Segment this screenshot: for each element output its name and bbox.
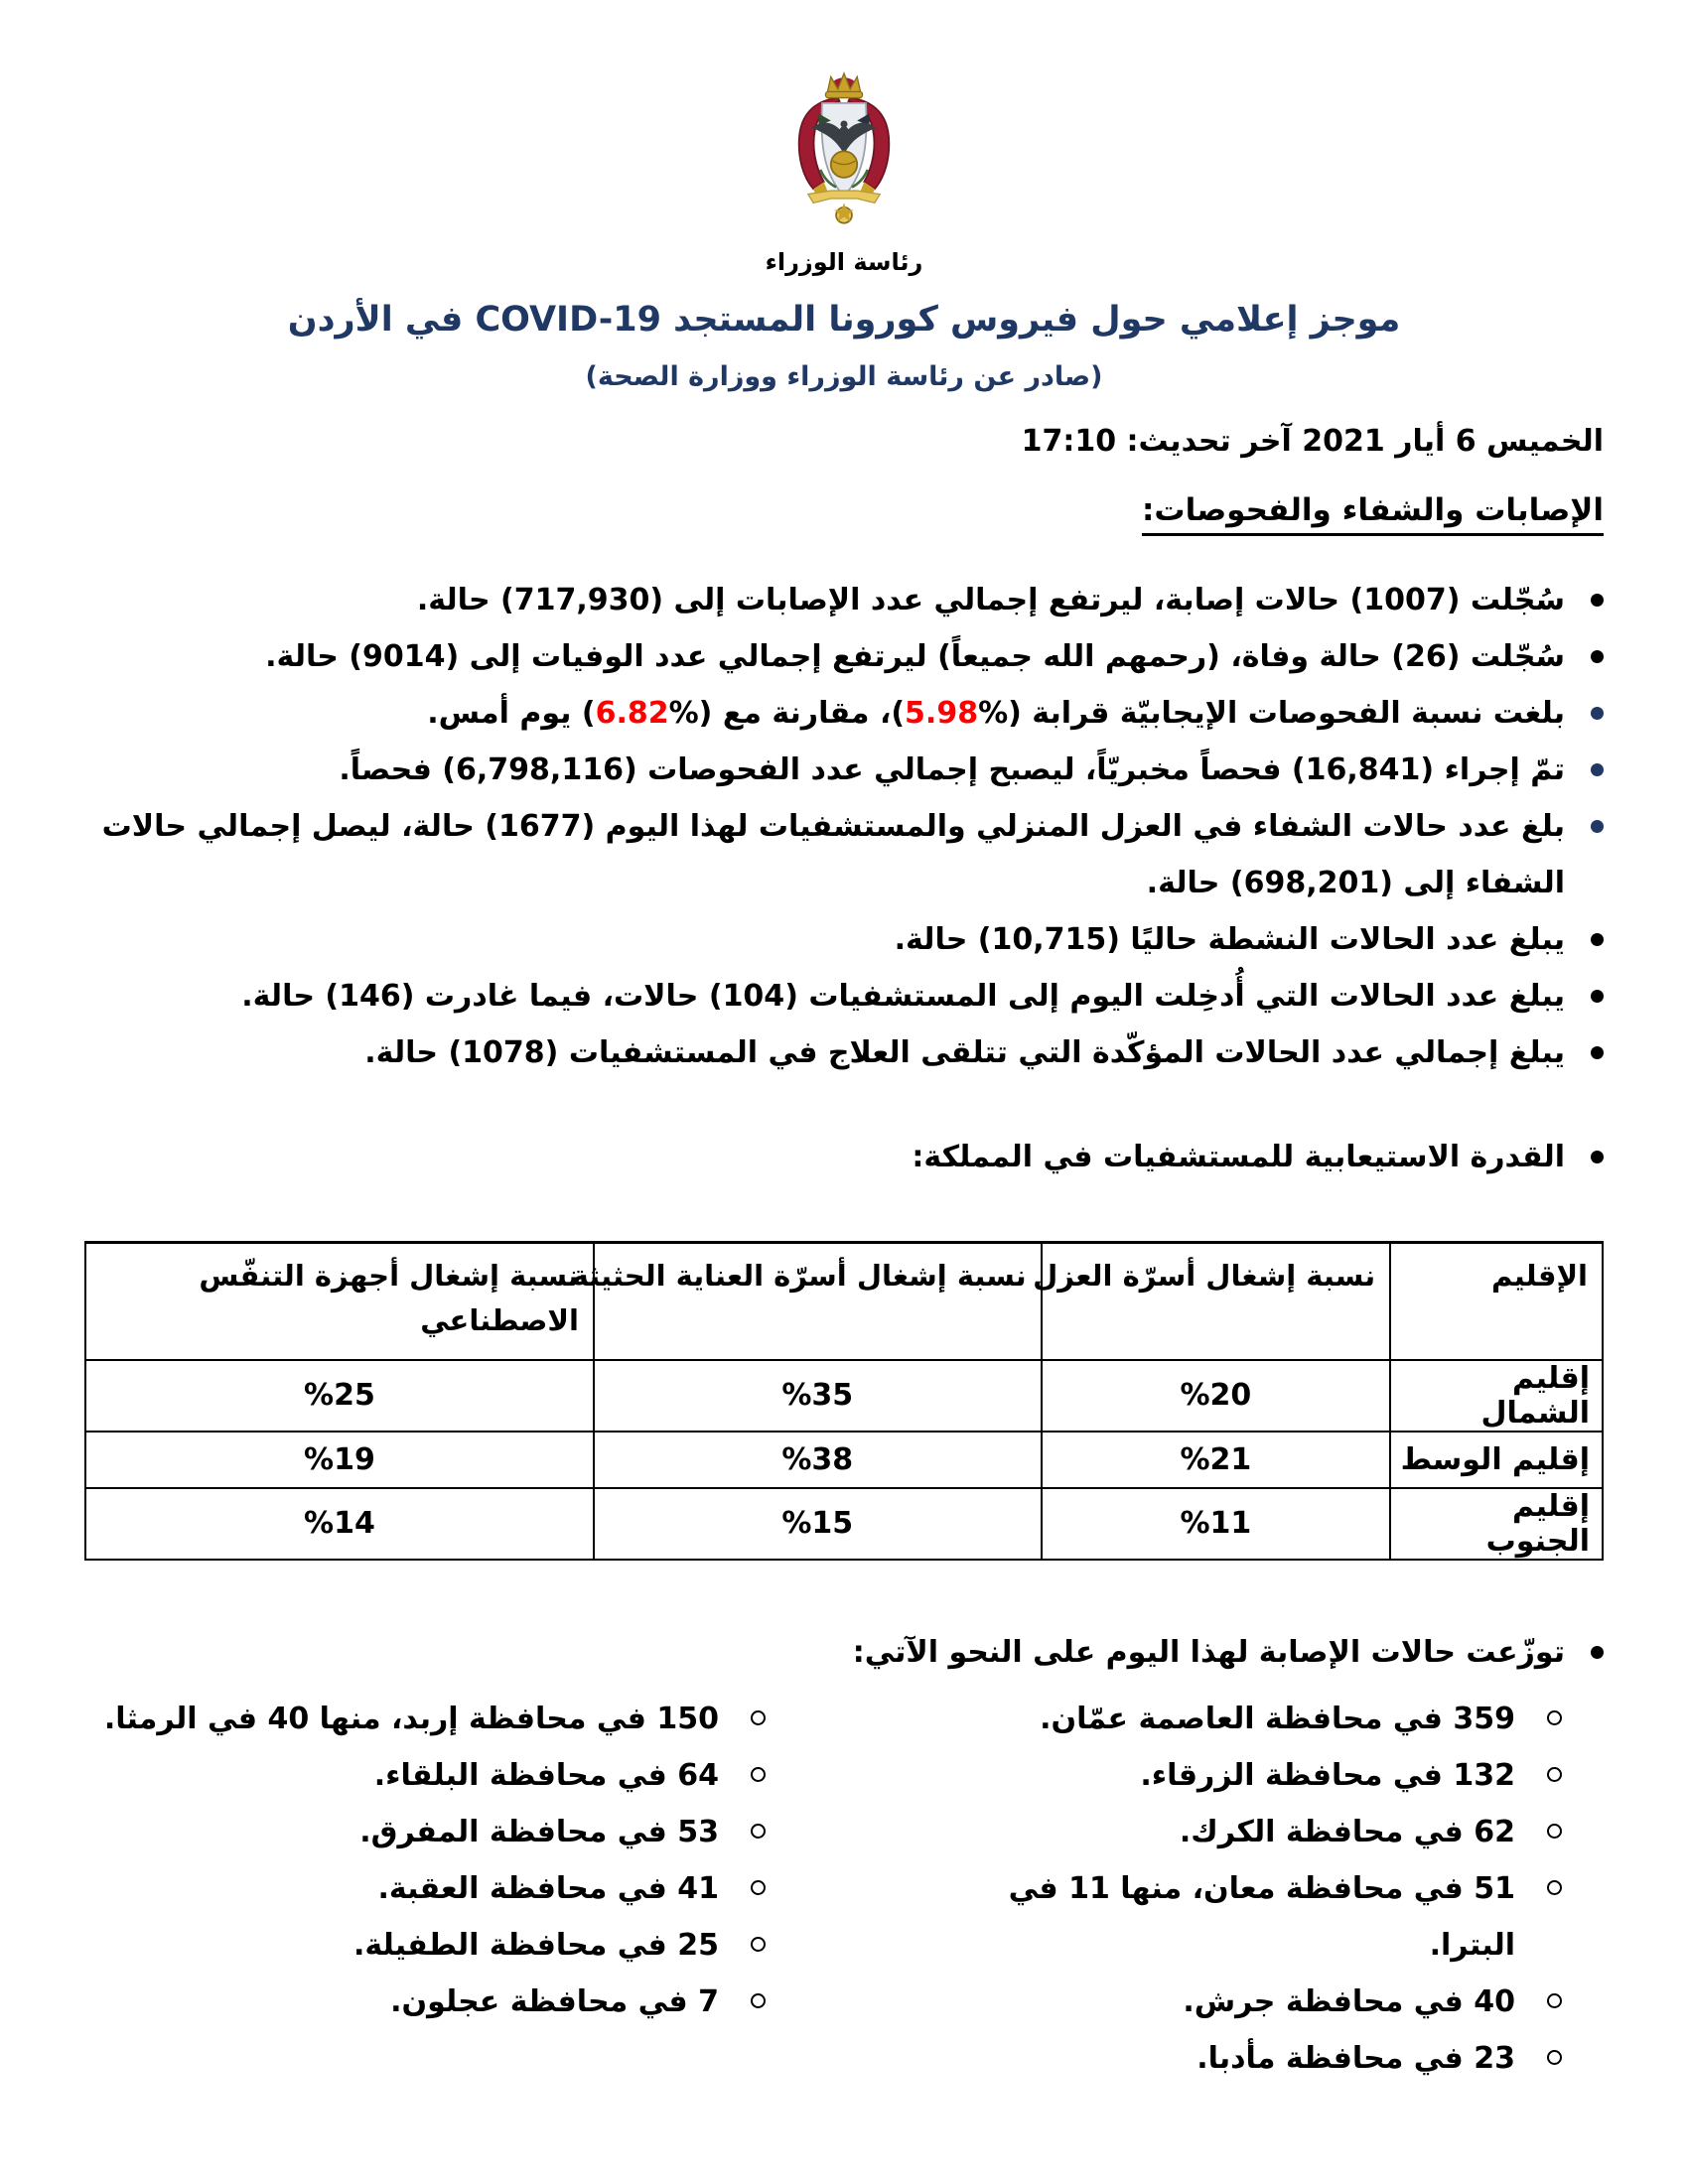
capacity-table-header-cell: نسبة إشغال أسرّة العناية الحثيثة [594,1243,1042,1360]
distribution-item [924,1860,1562,1974]
stat-bullet-text: يبلغ إجمالي عدد الحالات المؤكّدة التي تتلقى العلاج في المستشفيات (1078) حالة. [364,1035,1565,1070]
stat-bullet-text: يبلغ عدد الحالات النشطة حاليًا (10,715) حالة. [894,922,1565,957]
bullet-dot-icon [1591,1151,1604,1163]
stat-bullet-item [84,742,1604,798]
capacity-value-cell: %14 [85,1488,594,1560]
capacity-table-header-cell: نسبة إشغال أسرّة العزل [1042,1243,1390,1360]
page-title: موجز إعلامي حول فيروس كورونا المستجد COVID-19 في الأردن [287,300,1401,340]
distribution-item [90,1860,766,1917]
distribution-item [90,1804,766,1860]
capacity-value-cell: %21 [1042,1432,1390,1488]
distribution-left-column [90,1691,766,2087]
distribution-item [90,1917,766,1974]
section-heading-text: الإصابات والشفاء والفحوصات: [1142,492,1604,536]
distribution-item-text: 132 في محافظة الزرقاء. [1140,1757,1515,1793]
capacity-intro-bullet [84,1129,1604,1185]
circle-bullet-icon [751,1767,766,1782]
stat-bullet-item [84,798,1604,911]
distribution-item-text: 23 في محافظة مأدبا. [1196,2040,1515,2076]
distribution-item-text: 7 في محافظة عجلون. [390,1983,719,2019]
capacity-value-cell: %19 [85,1432,594,1488]
stat-bullet-text: سُجّلت (1007) حالات إصابة، ليرتفع إجمالي عدد الإصابات إلى (717,930) حالة. [416,583,1565,617]
distribution-item-text: 359 في محافظة العاصمة عمّان. [1040,1701,1515,1736]
stat-bullet-item [84,572,1604,628]
crown-icon [825,73,862,98]
distribution-item-text: 40 في محافظة جرش. [1183,1983,1515,2019]
capacity-table-row [85,1360,1603,1432]
circle-bullet-icon [1547,1710,1562,1725]
document-header [84,66,1604,459]
capacity-region-cell: إقليم الوسط [1390,1432,1603,1488]
section-heading-infections [84,492,1604,528]
circle-bullet-icon [1547,1993,1562,2008]
capacity-table-row [85,1488,1603,1560]
bullet-dot-icon [1591,707,1604,720]
capacity-table-header-cell: الإقليم [1390,1243,1603,1360]
bullet-dot-icon [1591,990,1604,1003]
distribution-item-text: 64 في محافظة البلقاء. [373,1757,719,1793]
stat-bullet-text: تمّ إجراء (16,841) فحصاً مخبريّاً، ليصبح إجمالي عدد الفحوصات (6,798,116) فحصاً. [339,752,1565,787]
ribbon [808,191,880,203]
distribution-item [90,1974,766,2030]
circle-bullet-icon [751,1880,766,1895]
circle-bullet-icon [751,1937,766,1952]
circle-bullet-icon [751,1824,766,1839]
hospital-capacity-table [84,1241,1604,1561]
capacity-value-cell: %15 [594,1488,1042,1560]
circle-bullet-icon [1547,1767,1562,1782]
stats-bullet-list [84,572,1604,1081]
distribution-intro-text: توزّعت حالات الإصابة لهذا اليوم على النحو الآتي: [852,1634,1565,1670]
stat-bullet-item [84,628,1604,685]
capacity-value-cell: %20 [1042,1360,1390,1432]
stat-bullet-text: يبلغ عدد الحالات التي أُدخِلت اليوم إلى المستشفيات (104) حالات، فيما غادرت (146) حالة. [241,979,1565,1014]
distribution-item [924,1747,1562,1804]
circle-bullet-icon [751,1993,766,2008]
circle-bullet-icon [1547,1880,1562,1895]
capacity-intro-text: القدرة الاستيعابية للمستشفيات في المملكة: [912,1140,1565,1174]
bullet-dot-icon [1591,594,1604,607]
page-subtitle: (صادر عن رئاسة الوزراء ووزارة الصحة) [585,361,1103,392]
distribution-item-text: 51 في محافظة معان، منها 11 في البترا. [1008,1870,1515,1963]
capacity-value-cell: %25 [85,1360,594,1432]
capacity-value-cell: %11 [1042,1488,1390,1560]
stat-bullet-item [84,968,1604,1024]
distribution-item-text: 62 في محافظة الكرك. [1179,1814,1515,1849]
distribution-item-text: 25 في محافظة الطفيلة. [352,1927,719,1963]
distribution-item [924,1691,1562,1747]
capacity-region-cell: إقليم الجنوب [1390,1488,1603,1560]
distribution-item-text: 150 في محافظة إربد، منها 40 في الرمثا. [103,1701,719,1736]
capacity-value-cell: %38 [594,1432,1042,1488]
bullet-dot-icon [1591,763,1604,776]
stat-bullet-item [84,911,1604,968]
capacity-table-row [85,1432,1603,1488]
distribution-item-text: 53 في محافظة المفرق. [359,1814,719,1849]
circle-bullet-icon [1547,2050,1562,2065]
date-line: الخميس 6 أيار 2021 آخر تحديث: 17:10 [1021,424,1604,459]
distribution-intro-bullet [84,1624,1604,1681]
bullet-dot-icon [1591,933,1604,946]
distribution-right-column [924,1691,1562,2087]
distribution-columns [84,1691,1604,2087]
bullet-dot-icon [1591,820,1604,833]
distribution-item [924,2030,1562,2087]
circle-bullet-icon [1547,1824,1562,1839]
capacity-value-cell: %35 [594,1360,1042,1432]
distribution-item [924,1804,1562,1860]
jordan-coat-of-arms-logo [770,66,918,246]
distribution-item [90,1747,766,1804]
stat-bullet-item [84,685,1604,742]
distribution-item [90,1691,766,1747]
capacity-region-cell: إقليم الشمال [1390,1360,1603,1432]
bullet-dot-icon [1591,1046,1604,1059]
stat-bullet-text: سُجّلت (26) حالة وفاة، (رحمهم الله جميعاً) ليرتفع إجمالي عدد الوفيات إلى (9014) حالة. [265,639,1565,674]
logo-caption: رئاسة الوزراء [765,248,923,276]
stat-bullet-text: بلغ عدد حالات الشفاء في العزل المنزلي والمستشفيات لهذا اليوم (1677) حالة، ليصل إجمالي حالات الشفاء إلى (698,201) حالة. [101,809,1565,900]
stat-bullet-item [84,1024,1604,1081]
capacity-table-header-cell: نسبة إشغال أجهزة التنفّس الاصطناعي [85,1243,594,1360]
circle-bullet-icon [751,1710,766,1725]
distribution-item-text: 41 في محافظة العقبة. [377,1870,719,1906]
stat-bullet-text: بلغت نسبة الفحوصات الإيجابيّة قرابة (%5.98)، مقارنة مع (%6.82) يوم أمس. [427,696,1565,731]
bullet-dot-icon [1591,1646,1604,1659]
bullet-dot-icon [1591,650,1604,663]
distribution-item [924,1974,1562,2030]
